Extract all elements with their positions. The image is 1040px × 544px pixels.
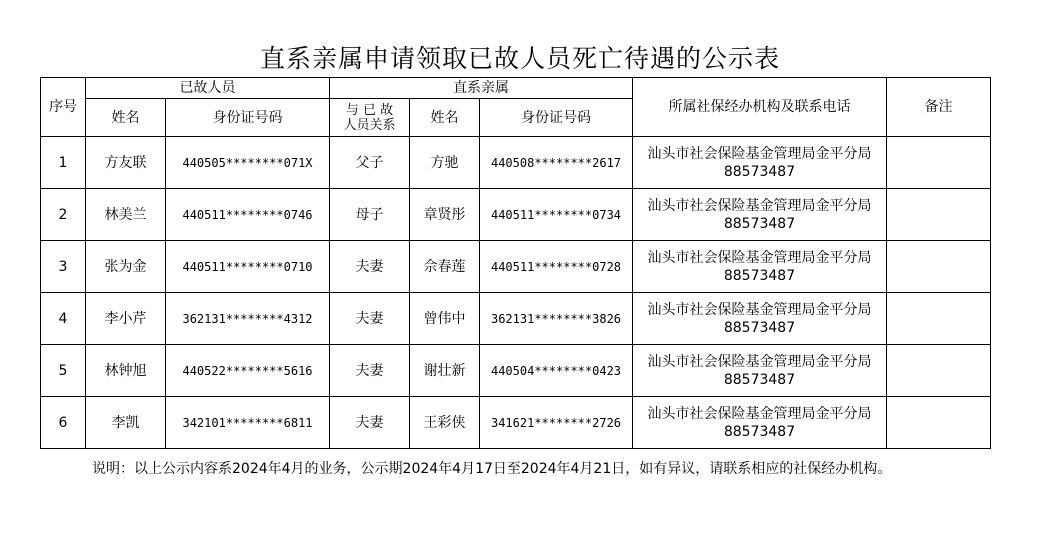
relative-id-cell: 362131********3826 [480,293,633,345]
deceased-id-cell: 440511********0710 [166,241,330,293]
org-cell: 汕头市社会保险基金管理局金平分局 88573487 [633,345,887,397]
deceased-name-cell: 方友联 [86,137,166,189]
deceased-id-cell: 362131********4312 [166,293,330,345]
deceased-name-cell: 张为金 [86,241,166,293]
header-relation: 与 已 故 人员关系 [330,99,410,137]
deceased-id-cell: 440522********5616 [166,345,330,397]
remark-cell [887,345,991,397]
relation-cell: 母子 [330,189,410,241]
table-row [41,137,991,189]
relative-name-cell: 方驰 [410,137,480,189]
relative-id-cell: 440504********0423 [480,345,633,397]
header-seq: 序号 [41,78,86,137]
org-cell: 汕头市社会保险基金管理局金平分局 88573487 [633,137,887,189]
deceased-name-cell: 李凯 [86,397,166,449]
announcement-table [40,77,991,449]
relation-cell: 夫妻 [330,397,410,449]
org-cell: 汕头市社会保险基金管理局金平分局 88573487 [633,397,887,449]
header-deceased-group: 已故人员 [86,78,330,99]
relation-cell: 夫妻 [330,241,410,293]
remark-cell [887,241,991,293]
remark-cell [887,189,991,241]
relative-name-cell: 王彩侠 [410,397,480,449]
relation-cell: 夫妻 [330,293,410,345]
deceased-id-cell: 342101********6811 [166,397,330,449]
relative-name-cell: 章贤彤 [410,189,480,241]
table-row [41,241,991,293]
relative-name-cell: 谢壮新 [410,345,480,397]
deceased-name-cell: 李小芹 [86,293,166,345]
relative-name-cell: 佘春莲 [410,241,480,293]
page-title: 直系亲属申请领取已故人员死亡待遇的公示表 [259,44,780,73]
header-deceased-id: 身份证号码 [166,99,330,137]
deceased-name-cell: 林钟旭 [86,345,166,397]
remark-cell [887,293,991,345]
table-row [41,293,991,345]
relative-id-cell: 440511********0728 [480,241,633,293]
org-cell: 汕头市社会保险基金管理局金平分局 88573487 [633,189,887,241]
relation-cell: 夫妻 [330,345,410,397]
header-relative-id: 身份证号码 [480,99,633,137]
seq-cell: 2 [41,189,86,241]
header-remark: 备注 [887,78,991,137]
relation-cell: 父子 [330,137,410,189]
table-row [41,189,991,241]
relative-id-cell: 440511********0734 [480,189,633,241]
header-relative-group: 直系亲属 [330,78,633,99]
header-deceased-name: 姓名 [86,99,166,137]
remark-cell [887,397,991,449]
table-row [41,345,991,397]
table-row [41,397,991,449]
seq-cell: 4 [41,293,86,345]
deceased-id-cell: 440511********0746 [166,189,330,241]
seq-cell: 5 [41,345,86,397]
header-relative-name: 姓名 [410,99,480,137]
relative-id-cell: 440508********2617 [480,137,633,189]
deceased-name-cell: 林美兰 [86,189,166,241]
seq-cell: 6 [41,397,86,449]
org-cell: 汕头市社会保险基金管理局金平分局 88573487 [633,241,887,293]
relative-name-cell: 曾伟中 [410,293,480,345]
org-cell: 汕头市社会保险基金管理局金平分局 88573487 [633,293,887,345]
seq-cell: 3 [41,241,86,293]
header-org: 所属社保经办机构及联系电话 [633,78,887,137]
footnote: 说明：以上公示内容系2024年4月的业务，公示期2024年4月17日至2024年4月21日，如有异议，请联系相应的社保经办机构。 [92,461,892,477]
relative-id-cell: 341621********2726 [480,397,633,449]
remark-cell [887,137,991,189]
seq-cell: 1 [41,137,86,189]
deceased-id-cell: 440505********071X [166,137,330,189]
